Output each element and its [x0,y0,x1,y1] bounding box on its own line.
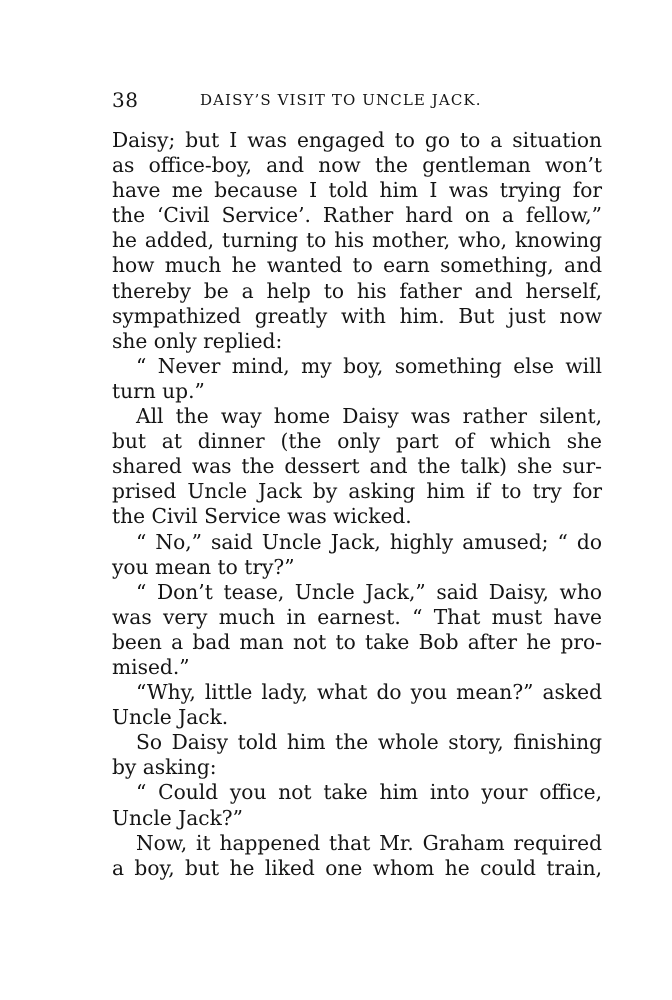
text-line: he added, turning to his mother, who, knowing [112,228,602,253]
text-line: how much he wanted to earn something, and [112,253,602,278]
text-line: turn up.” [112,378,205,403]
text-line: Uncle Jack. [112,705,229,730]
running-title: DAISY’S VISIT TO UNCLE JACK. [200,91,482,109]
page-header [112,88,602,112]
text-line: “ Never mind, my boy, something else will [136,353,602,378]
text-line: but at dinner (the only part of which she [112,429,602,454]
text-line: “ No,” said Uncle Jack, highly amused; “ do [136,529,602,554]
text-line: shared was the dessert and the talk) she sur- [112,454,602,479]
text-line: the ‘Civil Service’. Rather hard on a fellow,” [112,203,602,228]
text-line: sympathized greatly with him. But just now [112,303,602,328]
text-line: a boy, but he liked one whom he could train, [112,855,602,880]
text-line: “Why, little lady, what do you mean?” asked [136,680,602,705]
text-line: Uncle Jack?” [112,805,243,830]
text-line: been a bad man not to take Bob after he pro- [112,629,602,654]
text-line: “ Don’t tease, Uncle Jack,” said Daisy, who [136,579,602,604]
text-line: So Daisy told him the whole story, finishing [136,730,602,755]
text-line: by asking: [112,755,217,780]
text-line: was very much in earnest. “ That must have [112,604,602,629]
text-line: mised.” [112,654,190,679]
text-line: All the way home Daisy was rather silent, [136,404,602,429]
text-line: the Civil Service was wicked. [112,504,412,529]
body-text [112,128,602,881]
page-number: 38 [112,88,139,112]
text-line: you mean to try?” [112,554,295,579]
text-line: have me because I told him I was trying for [112,178,602,203]
text-line: “ Could you not take him into your office, [136,780,602,805]
text-line: prised Uncle Jack by asking him if to try for [112,479,602,504]
text-line: as office-boy, and now the gentleman won’t [112,153,602,178]
text-line: thereby be a help to his father and herself, [112,278,602,303]
text-line: she only replied: [112,328,283,353]
text-line: Daisy; but I was engaged to go to a situation [112,128,602,152]
text-line: Now, it happened that Mr. Graham required [136,830,602,855]
